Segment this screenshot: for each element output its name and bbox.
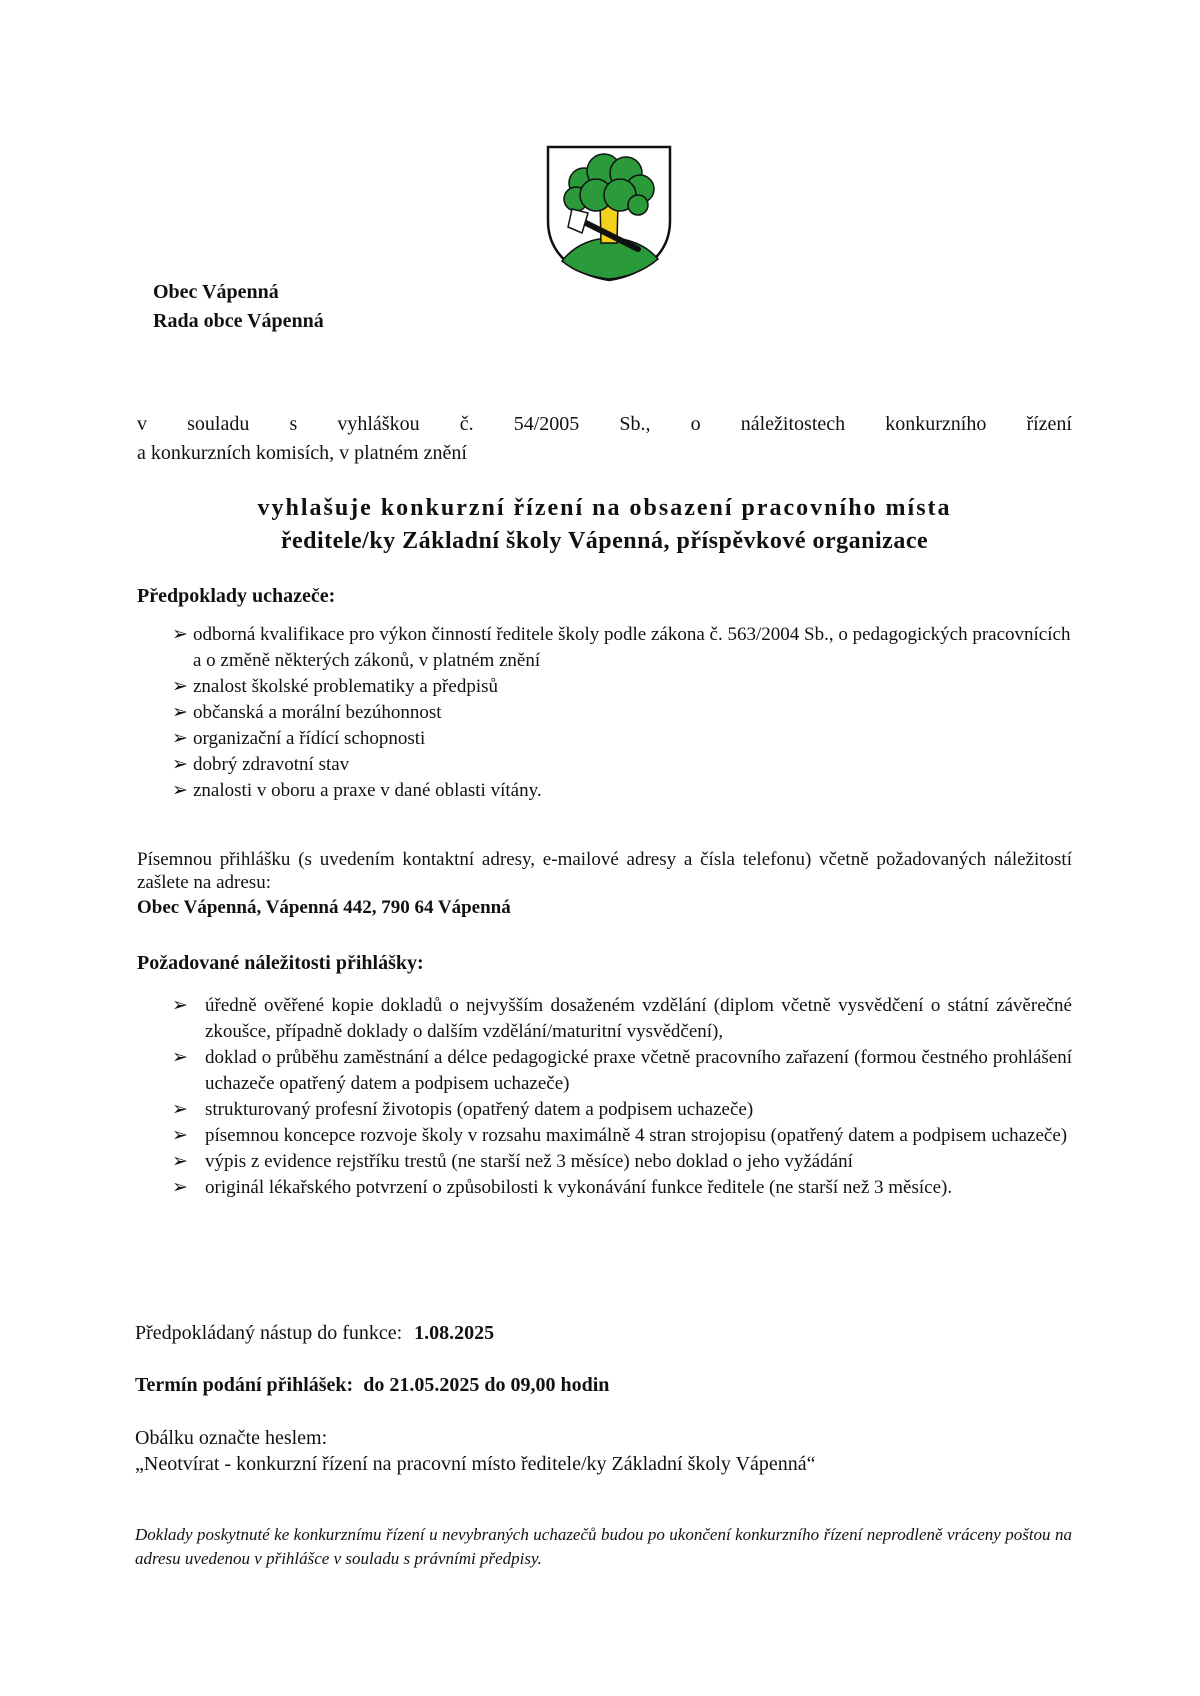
legal-basis-line-1: v souladu s vyhláškou č. 54/2005 Sb., o náležitostech konkurzního řízení <box>137 413 1072 435</box>
arrow-bullet-icon: ➢ <box>172 1151 188 1172</box>
list-item: ➢ znalosti v oboru a praxe v dané oblasti vítány. <box>172 778 1072 804</box>
start-date-label: Předpokládaný nástup do funkce: <box>135 1322 403 1344</box>
arrow-bullet-icon: ➢ <box>172 1177 188 1198</box>
requirements-list <box>172 622 1072 804</box>
start-date <box>135 1320 494 1346</box>
arrow-bullet-icon: ➢ <box>172 1047 188 1068</box>
list-item: ➢ výpis z evidence rejstříku trestů (ne starší než 3 měsíce) nebo doklad o jeho vyžádání <box>172 1149 1072 1175</box>
list-item: ➢ strukturovaný profesní životopis (opatřený datem a podpisem uchazeče) <box>172 1097 1072 1123</box>
deadline-label: Termín podání přihlášek <box>135 1374 347 1396</box>
envelope-motto: „Neotvírat - konkurzní řízení na pracovní místo ředitele/ky Základní školy Vápenná“ <box>135 1453 816 1475</box>
legal-basis <box>137 410 1072 468</box>
application-instructions <box>137 848 1072 919</box>
submission-deadline: Termín podání přihlášek: do 21.05.2025 do 09,00 hodin <box>135 1374 610 1396</box>
application-address: Obec Vápenná, Vápenná 442, 790 64 Vápenná <box>137 897 511 918</box>
envelope-instructions <box>135 1425 816 1477</box>
municipality-name: Obec Vápenná <box>153 281 279 303</box>
list-item: ➢ občanská a morální bezúhonnost <box>172 700 1072 726</box>
council-name: Rada obce Vápenná <box>153 310 324 332</box>
envelope-label: Obálku označte heslem: <box>135 1427 328 1449</box>
arrow-bullet-icon: ➢ <box>172 676 188 697</box>
list-item: ➢ organizační a řídící schopnosti <box>172 726 1072 752</box>
announcement-heading <box>137 492 1072 558</box>
arrow-bullet-icon: ➢ <box>172 702 188 723</box>
start-date-value: 1.08.2025 <box>414 1322 495 1344</box>
arrow-bullet-icon: ➢ <box>172 1099 188 1120</box>
list-item: ➢ dobrý zdravotní stav <box>172 752 1072 778</box>
arrow-bullet-icon: ➢ <box>172 754 188 775</box>
legal-basis-line-2: a konkurzních komisích, v platném znění <box>137 442 467 464</box>
list-item: ➢ písemnou koncepce rozvoje školy v rozsahu maximálně 4 stran strojopisu (opatřený datem a podpisem uchazeče) <box>172 1123 1072 1149</box>
list-item: ➢ úředně ověřené kopie dokladů o nejvyšším dosaženém vzdělání (diplom včetně vysvědčení o státní závěrečné zkoušce, případně doklady o dalším vzdělání/maturitní vysvědčení), <box>172 995 1072 1042</box>
deadline-value: do 21.05.2025 do 09,00 hodin <box>363 1374 610 1396</box>
municipal-coat-of-arms <box>544 143 674 283</box>
arrow-bullet-icon: ➢ <box>172 780 188 801</box>
arrow-bullet-icon: ➢ <box>172 728 188 749</box>
issuer-block <box>153 278 324 336</box>
list-item: ➢ doklad o průběhu zaměstnání a délce pedagogické praxe včetně pracovního zařazení (formou čestného prohlášení uchazeče opatřený datem a podpisem uchazeče) <box>172 1047 1072 1094</box>
list-item: ➢ znalost školské problematiky a předpisů <box>172 674 1072 700</box>
list-item: ➢ odborná kvalifikace pro výkon činností ředitele školy podle zákona č. 563/2004 Sb., o pedagogických pracovnících a o změně některých zákonů, v platném znění <box>172 624 1071 671</box>
arrow-bullet-icon: ➢ <box>172 624 188 645</box>
application-text: Písemnou přihlášku (s uvedením kontaktní adresy, e-mailové adresy a čísla telefonu) včetně požadovaných náležitostí zašlete na adresu: <box>137 849 1072 893</box>
requirements-title: Předpoklady uchazeče: <box>137 585 336 607</box>
documents-title: Požadované náležitosti přihlášky: <box>137 952 424 974</box>
heading-line-2: ředitele/ky Základní školy Vápenná, příspěvkové organizace <box>280 528 929 554</box>
documents-list <box>172 993 1072 1201</box>
return-note: Doklady poskytnuté ke konkurznímu řízení u nevybraných uchazečů budou po ukončení konkurzního řízení neprodleně vráceny poštou na adresu uvedenou v přihlášce v souladu s právními předpisy. <box>135 1525 1072 1568</box>
list-item: ➢ originál lékařského potvrzení o způsobilosti k vykonávání funkce ředitele (ne starší než 3 měsíce). <box>172 1175 1072 1201</box>
heading-line-1: vyhlašuje konkurzní řízení na obsazení pracovního místa <box>257 495 952 521</box>
arrow-bullet-icon: ➢ <box>172 995 188 1016</box>
arrow-bullet-icon: ➢ <box>172 1125 188 1146</box>
